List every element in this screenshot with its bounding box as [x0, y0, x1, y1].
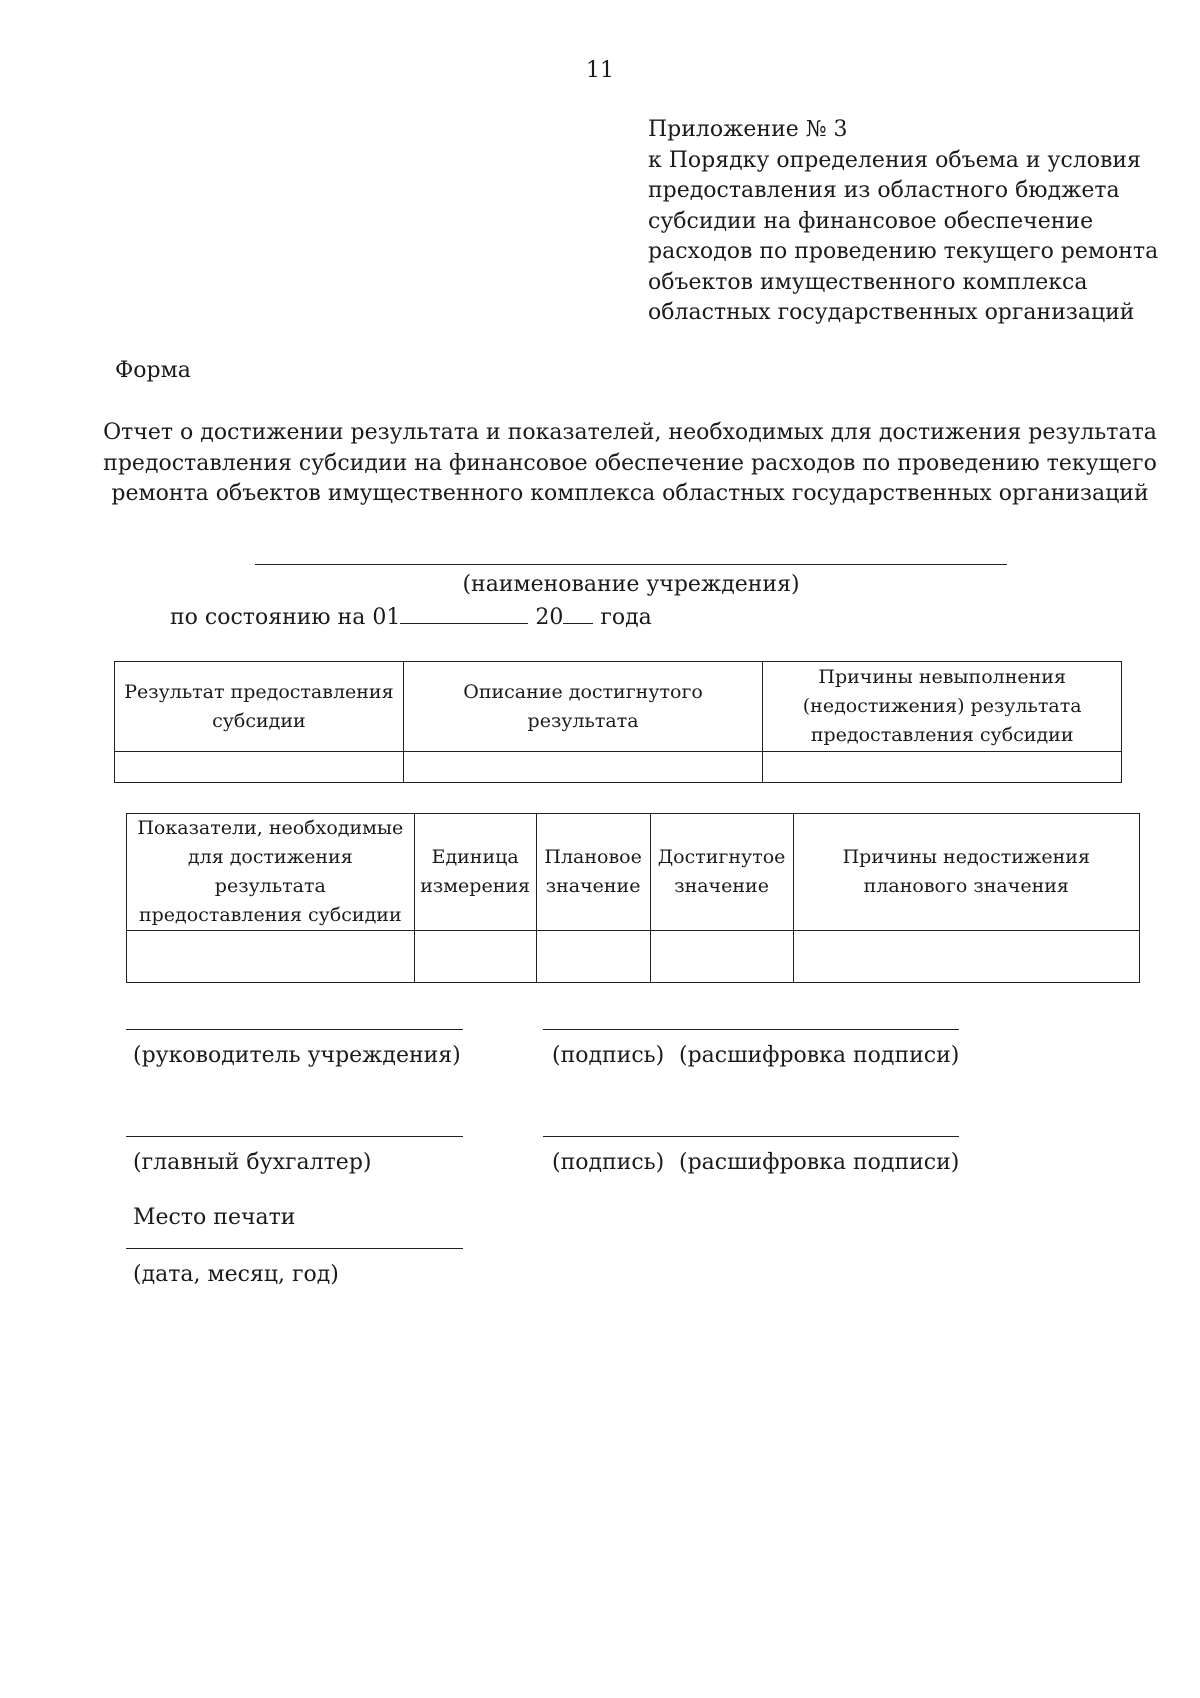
- header-cell-failure-reasons: Причины невыполнения (недостижения) результата предоставления субсидии: [763, 662, 1122, 752]
- org-name-caption: (наименование учреждения): [462, 572, 800, 597]
- as-of-month-field[interactable]: [400, 603, 528, 624]
- appendix-line: субсидии на финансовое обеспечение: [648, 208, 1094, 234]
- appendix-line: предоставления из областного бюджета: [648, 178, 1120, 203]
- table-cell[interactable]: [793, 931, 1139, 983]
- accountant-caption: (главный бухгалтер): [133, 1150, 372, 1175]
- table-cell[interactable]: [763, 752, 1122, 783]
- as-of-date: [170, 603, 652, 630]
- table-cell[interactable]: [650, 931, 793, 983]
- as-of-prefix: по состоянию на 01: [170, 605, 401, 630]
- report-title-line: Отчет о достижении результата и показателей, необходимых для достижения результата: [103, 420, 1157, 445]
- appendix-line: расходов по проведению текущего ремонта: [648, 239, 1159, 264]
- header-cell-unit: Единица измерения: [414, 814, 536, 931]
- appendix-line: объектов имущественного комплекса: [648, 269, 1088, 295]
- header-cell-indicators: Показатели, необходимые для достижения результата предоставления субсидии: [127, 814, 415, 931]
- head-sign-decode-line[interactable]: [543, 1029, 959, 1030]
- table-cell[interactable]: [403, 752, 763, 783]
- report-title-line: предоставления субсидии на финансовое обеспечение расходов по проведению текущего: [103, 450, 1157, 476]
- header-cell-achieved: Достигнутое значение: [650, 814, 793, 931]
- table-header-row: [115, 662, 1122, 752]
- as-of-year-field[interactable]: [563, 603, 593, 624]
- date-line[interactable]: [126, 1248, 463, 1249]
- table-row: [127, 931, 1140, 983]
- appendix-header: [648, 115, 1158, 329]
- header-cell-description: Описание достигнутого результата: [403, 662, 763, 752]
- table-header-row: [127, 814, 1140, 931]
- head-sign-caption: (подпись): [552, 1043, 665, 1068]
- report-title-line: ремонта объектов имущественного комплекса областных государственных организаций: [111, 481, 1149, 506]
- table-cell[interactable]: [127, 931, 415, 983]
- appendix-line: Приложение № 3: [648, 117, 848, 142]
- accountant-sign-decode-line[interactable]: [543, 1136, 959, 1137]
- head-signature-line[interactable]: [126, 1029, 463, 1030]
- accountant-decode-caption: (расшифровка подписи): [679, 1150, 960, 1175]
- head-caption: (руководитель учреждения): [133, 1043, 461, 1068]
- header-cell-planned: Плановое значение: [536, 814, 650, 931]
- page-number: 11: [586, 58, 614, 83]
- table-cell[interactable]: [414, 931, 536, 983]
- stamp-label: Место печати: [133, 1205, 296, 1230]
- org-name-field[interactable]: [255, 564, 1007, 565]
- table-row: [115, 752, 1122, 783]
- form-label: Форма: [115, 358, 191, 383]
- table-cell[interactable]: [115, 752, 404, 783]
- as-of-suffix: года: [600, 605, 652, 630]
- header-cell-shortfall-reasons: Причины недостижения планового значения: [793, 814, 1139, 931]
- head-decode-caption: (расшифровка подписи): [679, 1043, 960, 1068]
- date-caption: (дата, месяц, год): [133, 1262, 339, 1287]
- accountant-signature-line[interactable]: [126, 1136, 463, 1137]
- indicators-table: [126, 813, 1140, 983]
- table-cell[interactable]: [536, 931, 650, 983]
- header-cell-result: Результат предоставления субсидии: [115, 662, 404, 752]
- results-table: [114, 661, 1122, 783]
- as-of-year-prefix: 20: [535, 605, 564, 630]
- appendix-line: к Порядку определения объема и условия: [648, 147, 1141, 173]
- accountant-sign-caption: (подпись): [552, 1150, 665, 1175]
- report-title: [100, 418, 1160, 510]
- appendix-line: областных государственных организаций: [648, 300, 1135, 325]
